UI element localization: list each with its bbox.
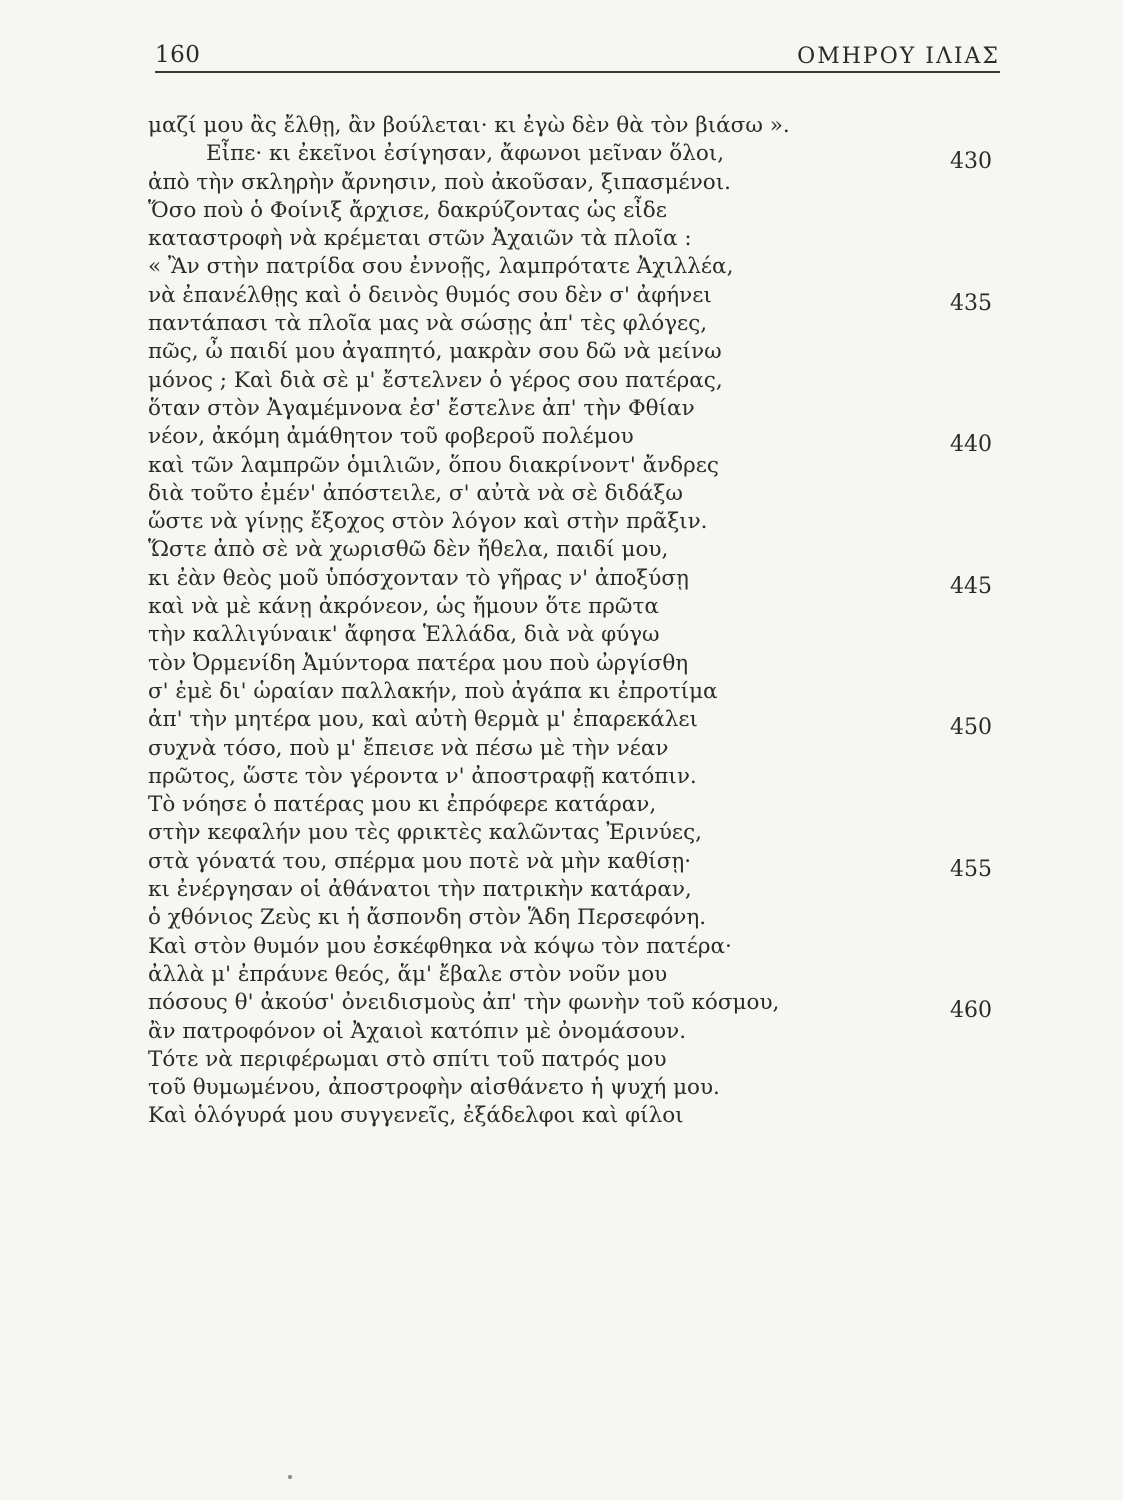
verse-line (148, 621, 1000, 649)
verse-line (148, 735, 1000, 763)
line-number: 430 (950, 149, 992, 175)
verse-text: καὶ τῶν λαμπρῶν ὁμιλιῶν, ὅπου διακρίνοντ' ἄνδρες (148, 452, 719, 478)
verse-text: κι ἐνέργησαν οἱ ἀθάνατοι τὴν πατρικὴν κατάραν, (148, 877, 692, 903)
verse-line (148, 989, 1000, 1024)
verse-line (148, 593, 1000, 621)
verse-line (148, 225, 1000, 253)
verse-text: Ὅσο ποὺ ὁ Φοίνιξ ἄρχισε, δακρύζοντας ὡς εἶδε (148, 197, 667, 223)
verse-text: Τὸ νόησε ὁ πατέρας μου κι ἐπρόφερε κατάραν, (148, 792, 657, 818)
verse-line (148, 1074, 1000, 1102)
verse-text: διὰ τοῦτο ἐμέν' ἀπόστειλε, σ' αὐτὰ νὰ σὲ διδάξω (148, 480, 683, 506)
verse-text: ἀλλὰ μ' ἐπράυνε θεός, ἅμ' ἔβαλε στὸν νοῦν μου (148, 961, 668, 987)
verse-text: καὶ νὰ μὲ κάνῃ ἀκρόνεον, ὡς ἤμουν ὅτε πρῶτα (148, 594, 659, 620)
page-header (155, 40, 1000, 80)
verse-line (148, 480, 1000, 508)
verse-text: ὁ χθόνιος Ζεὺς κι ἡ ἄσπονδη στὸν Ἅδη Περσεφόνη. (148, 905, 707, 931)
verse-line (148, 1102, 1000, 1130)
verse-line (148, 763, 1000, 791)
line-number: 445 (950, 573, 992, 599)
verse-text: τὸν Ὀρμενίδη Ἀμύντορα πατέρα μου ποὺ ὠργίσθη (148, 650, 689, 676)
verse-text: ὅταν στὸν Ἀγαμέμνονα ἐσ' ἔστελνε ἀπ' τὴν Φθίαν (148, 395, 695, 421)
header-rule (155, 71, 1000, 73)
verse-line (148, 367, 1000, 395)
verse-text: Τότε νὰ περιφέρωμαι στὸ σπίτι τοῦ πατρός μου (148, 1046, 667, 1072)
verse-line (148, 961, 1000, 989)
verse-text: τὴν καλλιγύναικ' ἄφησα Ἑλλάδα, διὰ νὰ φύγω (148, 622, 660, 648)
verse-text: τοῦ θυμωμένου, ἀποστροφὴν αἰσθάνετο ἡ ψυχή μου. (148, 1075, 720, 1101)
verse-line (148, 791, 1000, 819)
verse-line (148, 169, 1000, 197)
verse-text: ἂν πατροφόνον οἱ Ἀχαιοὶ κατόπιν μὲ ὀνομάσουν. (148, 1018, 687, 1044)
verse-line (148, 310, 1000, 338)
verse-line (148, 395, 1000, 423)
line-number: 455 (950, 856, 992, 882)
verse-text: πῶς, ὦ παιδί μου ἀγαπητό, μακρὰν σου δῶ νὰ μείνω (148, 339, 722, 365)
verse-line (148, 933, 1000, 961)
verse-text: σ' ἐμὲ δι' ὡραίαν παλλακήν, ποὺ ἀγάπα κι ἐπροτίμα (148, 678, 718, 704)
verse-block (148, 112, 1000, 1131)
verse-text: Ὥστε ἀπὸ σὲ νὰ χωρισθῶ δὲν ἤθελα, παιδί μου, (148, 537, 669, 563)
verse-line (148, 452, 1000, 480)
verse-line (148, 140, 1000, 175)
verse-line (148, 253, 1000, 281)
verse-text: πόσους θ' ἀκούσ' ὀνειδισμοὺς ἀπ' τὴν φωνὴν τοῦ κόσμου, (148, 990, 780, 1016)
running-title: ΟΜΗΡΟΥ ΙΛΙΑΣ (797, 44, 1000, 69)
verse-text: ἀπ' τὴν μητέρα μου, καὶ αὐτὴ θερμὰ μ' ἐπαρεκάλει (148, 707, 698, 733)
verse-text: στὰ γόνατά του, σπέρμα μου ποτὲ νὰ μὴν καθίσῃ· (148, 848, 692, 874)
verse-line (148, 819, 1000, 847)
verse-text: πρῶτος, ὥστε τὸν γέροντα ν' ἀποστραφῇ κατόπιν. (148, 763, 697, 789)
verse-line (148, 1018, 1000, 1046)
verse-text: μαζί μου ἂς ἔλθῃ, ἂν βούλεται· κι ἐγὼ δὲν θὰ τὸν βιάσω ». (148, 113, 790, 138)
verse-text: κι ἐὰν θεὸς μοῦ ὑπόσχονταν τὸ γῆρας ν' ἀποξύσῃ (148, 565, 689, 591)
verse-line (148, 565, 1000, 599)
verse-line (148, 848, 1000, 882)
verse-text: καταστροφὴ νὰ κρέμεται στῶν Ἀχαιῶν τὰ πλοῖα : (148, 226, 692, 252)
line-number: 460 (950, 998, 992, 1024)
paper-speck (288, 1475, 292, 1479)
verse-text: παντάπασι τὰ πλοῖα μας νὰ σώσῃς ἀπ' τὲς φλόγες, (148, 311, 708, 337)
verse-text: στὴν κεφαλήν μου τὲς φρικτὲς καλῶντας Ἐρινύες, (148, 820, 702, 846)
verse-text: ἀπὸ τὴν σκληρὴν ἄρνησιν, ποὺ ἀκοῦσαν, ξιπασμένοι. (148, 169, 731, 195)
verse-line (148, 876, 1000, 904)
verse-line (148, 338, 1000, 366)
verse-line (148, 678, 1000, 706)
verse-line (148, 650, 1000, 678)
verse-line (148, 197, 1000, 225)
page-number: 160 (155, 42, 201, 68)
verse-line (148, 112, 1000, 140)
line-number: 440 (950, 432, 992, 458)
verse-text: Εἶπε· κι ἐκεῖνοι ἐσίγησαν, ἄφωνοι μεῖναν ὅλοι, (206, 141, 725, 167)
verse-line (148, 904, 1000, 932)
verse-line (148, 423, 1000, 458)
verse-line (148, 1046, 1000, 1074)
verse-text: ὥστε νὰ γίνῃς ἔξοχος στὸν λόγον καὶ στὴν πρᾶξιν. (148, 509, 708, 535)
line-number: 435 (950, 290, 992, 316)
verse-text: Καὶ στὸν θυμόν μου ἐσκέφθηκα νὰ κόψω τὸν πατέρα· (148, 933, 732, 959)
line-number: 450 (950, 715, 992, 741)
verse-text: νέον, ἀκόμη ἀμάθητον τοῦ φοβεροῦ πολέμου (148, 424, 634, 450)
verse-line (148, 536, 1000, 564)
verse-text: Καὶ ὁλόγυρά μου συγγενεῖς, ἐξάδελφοι καὶ φίλοι (148, 1103, 684, 1129)
verse-line (148, 282, 1000, 316)
verse-line (148, 706, 1000, 741)
verse-text: συχνὰ τόσο, ποὺ μ' ἔπεισε νὰ πέσω μὲ τὴν νέαν (148, 735, 669, 761)
verse-line (148, 508, 1000, 536)
verse-text: νὰ ἐπανέλθῃς καὶ ὁ δεινὸς θυμός σου δὲν σ' ἀφήνει (148, 282, 712, 308)
verse-text: « Ἂν στὴν πατρίδα σου ἐννοῇς, λαμπρότατε Ἀχιλλέα, (148, 254, 734, 280)
verse-text: μόνος ; Καὶ διὰ σὲ μ' ἔστελνεν ὁ γέρος σου πατέρας, (148, 367, 723, 393)
